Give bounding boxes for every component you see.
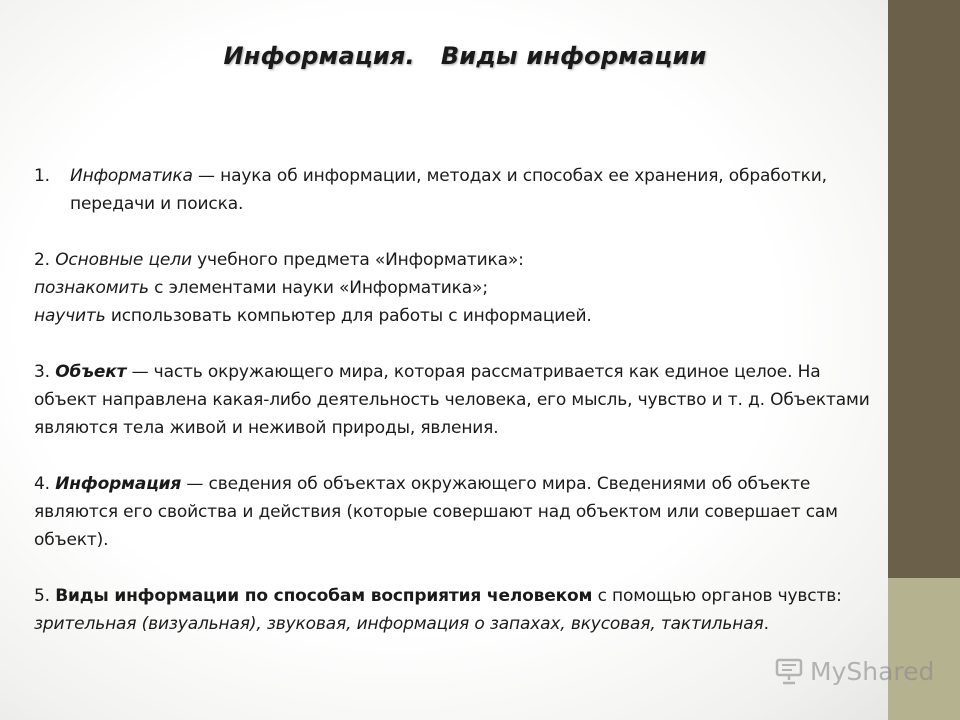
- term-information: Информация: [55, 474, 182, 494]
- definition-informatics: — наука об информации, методах и способах ее хранения, обработки, передачи и поиска.: [70, 166, 827, 214]
- watermark-text: MyShared: [810, 656, 935, 686]
- paragraph-1-number: 1.: [34, 166, 50, 186]
- paragraph-3-number: 3.: [34, 362, 56, 382]
- goal-2-text: использовать компьютер для работы с информацией.: [105, 306, 592, 326]
- term-info-types: Виды информации по способам восприятия человеком: [55, 586, 593, 606]
- goals-heading-rest: учебного предмета «Информатика»:: [191, 250, 524, 270]
- paragraph-2: [34, 246, 884, 274]
- definition-object: — часть окружающего мира, которая рассматривается как единое целое. На объект направлена какая-либо деятельность человека, его мысль, чувство и т. д. Объектами являются тела живой и неживой природы, явления.: [34, 362, 870, 438]
- paragraph-4-number: 4.: [34, 474, 56, 494]
- goal-2-verb: научить: [34, 306, 106, 326]
- presentation-board-icon: [774, 656, 804, 686]
- goal-1-verb: познакомить: [34, 278, 149, 298]
- slide-title: [0, 42, 930, 70]
- term-object: Объект: [55, 362, 127, 382]
- goal-2: [34, 302, 884, 330]
- paragraph-5-number: 5.: [34, 586, 56, 606]
- paragraph-2-number: 2.: [34, 250, 56, 270]
- title-part-2: Виды информации: [440, 42, 707, 70]
- paragraph-1: [34, 162, 884, 218]
- title-part-1: Информация.: [223, 42, 415, 70]
- paragraph-5: [34, 582, 884, 638]
- term-informatics: Информатика: [70, 166, 193, 186]
- paragraph-4: [34, 470, 884, 554]
- term-goals: Основные цели: [55, 250, 192, 270]
- paragraph-3: [34, 358, 884, 442]
- slide-content: [34, 162, 884, 638]
- side-bar-bottom: [888, 578, 960, 720]
- info-types-list: зрительная (визуальная), звуковая, информация о запахах, вкусовая, тактильная: [34, 614, 764, 634]
- goal-1-text: с элементами науки «Информатика»;: [148, 278, 488, 298]
- paragraph-1-text: [70, 162, 884, 218]
- side-bar-top: [888, 0, 960, 578]
- paragraph-5-end: .: [763, 614, 769, 634]
- watermark: [774, 656, 934, 686]
- info-types-rest: с помощью органов чувств:: [592, 586, 842, 606]
- goal-1: [34, 274, 884, 302]
- definition-information: — сведения об объектах окружающего мира. Сведениями об объекте являются его свойства и действия (которые совершают над объектом или совершает сам объект).: [34, 474, 838, 550]
